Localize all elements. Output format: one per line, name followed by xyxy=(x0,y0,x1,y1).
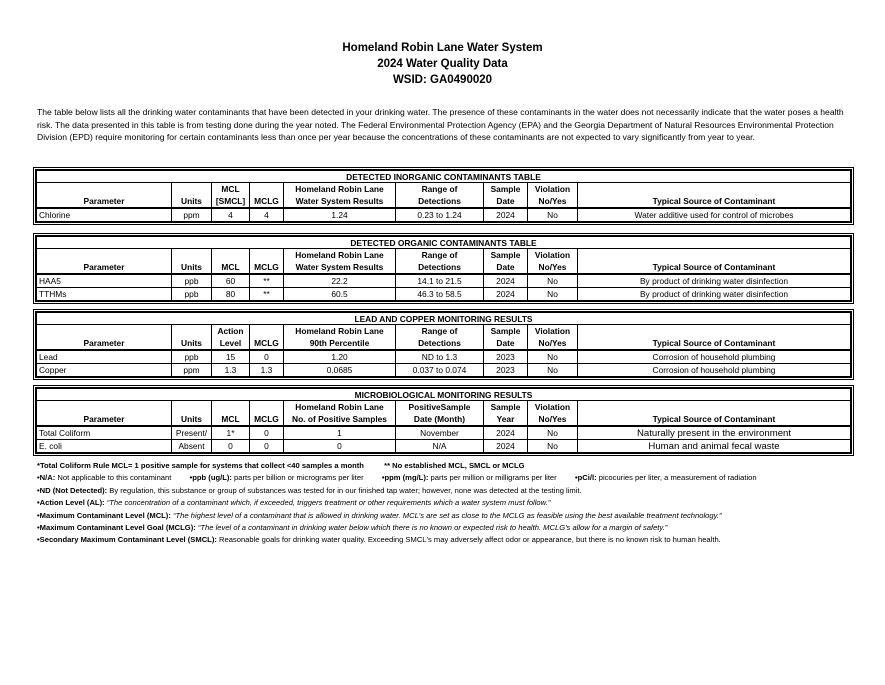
column-header-mclg: MCLG xyxy=(250,401,284,427)
column-header-units: Units xyxy=(172,249,212,275)
column-header-source: Typical Source of Contaminant xyxy=(578,325,851,351)
column-header-violation-top: Violation xyxy=(528,249,578,262)
column-header-sample-date-bottom: Year xyxy=(484,413,528,426)
column-header-mcl-top: MCL xyxy=(212,183,250,196)
cell-mclg: 4 xyxy=(250,208,284,222)
cell-units: ppb xyxy=(172,274,212,288)
cell-mcl: 60 xyxy=(212,274,250,288)
ppb-text: parts per billion or micrograms per liter xyxy=(234,473,364,483)
cell-violation: No xyxy=(528,274,578,288)
table-row xyxy=(37,208,851,222)
column-header-results-bottom: 90th Percentile xyxy=(284,337,396,350)
cell-mclg: 0 xyxy=(250,426,284,440)
footnote-row-2 xyxy=(37,472,849,484)
column-header-range-bottom: Detections xyxy=(396,337,484,350)
column-header-mcl: MCL xyxy=(212,401,250,427)
cell-mcl: 0 xyxy=(212,440,250,453)
column-header-parameter: Parameter xyxy=(37,183,172,209)
mclg-text: “The level of a contaminant in drinking water below which there is no known or expected risk to health. MCLG's allow for a margin of safety.” xyxy=(197,523,668,533)
cell-sample-date: 2024 xyxy=(484,288,528,301)
column-header-units: Units xyxy=(172,183,212,209)
cell-units: ppm xyxy=(172,364,212,377)
cell-parameter: E. coli xyxy=(37,440,172,453)
cell-parameter: Lead xyxy=(37,350,172,364)
footnote-mclg xyxy=(37,522,849,534)
column-header-source: Typical Source of Contaminant xyxy=(578,249,851,275)
cell-mclg: 1.3 xyxy=(250,364,284,377)
cell-results: 1 xyxy=(284,426,396,440)
cell-source: Naturally present in the environment xyxy=(578,426,851,440)
ppm-term: •ppm (mg/L): xyxy=(381,473,429,483)
cell-source: By product of drinking water disinfection xyxy=(578,274,851,288)
cell-sample-date: 2024 xyxy=(484,208,528,222)
pci-text: picocuries per liter, a measurement of radiation xyxy=(598,473,757,483)
column-header-range-bottom: Detections xyxy=(396,195,484,208)
table-row xyxy=(37,288,851,301)
column-header-results-bottom: Water System Results xyxy=(284,195,396,208)
cell-units: ppb xyxy=(172,350,212,364)
cell-range: 0.037 to 0.074 xyxy=(396,364,484,377)
smcl-text: Reasonable goals for drinking water quality. Exceeding SMCL's may adversely affect odor or appearance, but there is no known risk to human health. xyxy=(219,535,721,545)
cell-results: 60.5 xyxy=(284,288,396,301)
cell-sample-date: 2024 xyxy=(484,426,528,440)
column-header-mclg: MCLG xyxy=(250,183,284,209)
cell-results: 1.20 xyxy=(284,350,396,364)
table-title: MICROBIOLOGICAL MONITORING RESULTS xyxy=(37,389,851,401)
report-subtitle: 2024 Water Quality Data xyxy=(377,58,508,70)
cell-mclg: 0 xyxy=(250,350,284,364)
cell-units: ppb xyxy=(172,288,212,301)
column-header-violation-bottom: No/Yes xyxy=(528,337,578,350)
cell-parameter: Total Coliform xyxy=(37,426,172,440)
column-header-units: Units xyxy=(172,401,212,427)
cell-violation: No xyxy=(528,350,578,364)
intro-paragraph: The table below lists all the drinking water contaminants that have been detected in your drinking water. The presence of these contaminants in the water does not necessarily indicate that the water poses a health risk. The data presented in this table is from testing done during the year noted. The Federal Environmental Protection Agency (EPA) and the Georgia Department of Natural Resources Environmental Protection Division (EPD) require monitoring for certain contaminants less than once per year because the concentrations of these contaminants are not expected to vary significantly from year to year. xyxy=(37,107,844,143)
pci-term: •pCi/l: xyxy=(574,473,597,483)
column-header-range-top: Range of xyxy=(396,249,484,262)
column-header-violation-top: Violation xyxy=(528,325,578,338)
no-mcl-note: ** No established MCL, SMCL or MCLG xyxy=(384,461,525,470)
cell-sample-date: 2024 xyxy=(484,440,528,453)
cell-violation: No xyxy=(528,288,578,301)
column-header-sample-date-bottom: Date xyxy=(484,195,528,208)
table-row xyxy=(37,440,851,453)
cell-source: Corrosion of household plumbing xyxy=(578,350,851,364)
cell-source: Water additive used for control of microbes xyxy=(578,208,851,222)
column-header-range-top: PositiveSample xyxy=(396,401,484,414)
wsid-label: WSID: GA0490020 xyxy=(392,74,493,86)
contaminant-table xyxy=(36,388,851,453)
table-row xyxy=(37,350,851,364)
footnote-mcl xyxy=(37,510,849,522)
column-header-violation-bottom: No/Yes xyxy=(528,413,578,426)
cell-parameter: Chlorine xyxy=(37,208,172,222)
cell-range: 0.23 to 1.24 xyxy=(396,208,484,222)
column-header-sample-date-top: Sample xyxy=(484,325,528,338)
column-header-sample-date-top: Sample xyxy=(484,401,528,414)
column-header-range-bottom: Date (Month) xyxy=(396,413,484,426)
cell-units: Present/ xyxy=(172,426,212,440)
column-header-mclg: MCLG xyxy=(250,325,284,351)
microbiological-table xyxy=(33,385,854,456)
cell-mclg: ** xyxy=(250,274,284,288)
column-header-range-top: Range of xyxy=(396,183,484,196)
column-header-source: Typical Source of Contaminant xyxy=(578,183,851,209)
column-header-results-top: Homeland Robin Lane xyxy=(284,401,396,414)
na-text: Not applicable to this contaminant xyxy=(57,473,172,483)
cell-parameter: Copper xyxy=(37,364,172,377)
inorganic-contaminants-table xyxy=(33,167,854,225)
cell-sample-date: 2023 xyxy=(484,350,528,364)
column-header-violation-top: Violation xyxy=(528,183,578,196)
column-header-mcl: MCL xyxy=(212,249,250,275)
cell-violation: No xyxy=(528,364,578,377)
coliform-rule-note: *Total Coliform Rule MCL= 1 positive sample for systems that collect <40 samples a month xyxy=(37,461,364,470)
footnote-al xyxy=(37,497,849,509)
organic-contaminants-table xyxy=(33,233,854,304)
cell-parameter: HAA5 xyxy=(37,274,172,288)
cell-range: ND to 1.3 xyxy=(396,350,484,364)
cell-source: By product of drinking water disinfection xyxy=(578,288,851,301)
smcl-term: •Secondary Maximum Contaminant Level (SMCL): xyxy=(37,535,217,545)
column-header-range-top: Range of xyxy=(396,325,484,338)
cell-mclg: ** xyxy=(250,288,284,301)
cell-range: 46.3 to 58.5 xyxy=(396,288,484,301)
column-header-sample-date-top: Sample xyxy=(484,249,528,262)
column-header-mcl-bottom: Level xyxy=(212,337,250,350)
al-term: •Action Level (AL): xyxy=(37,498,105,508)
cell-range: 14.1 to 21.5 xyxy=(396,274,484,288)
cell-violation: No xyxy=(528,208,578,222)
cell-mcl: 15 xyxy=(212,350,250,364)
contaminant-table xyxy=(36,236,851,301)
nd-term: •ND (Not Detected): xyxy=(37,485,108,495)
table-row xyxy=(37,274,851,288)
report-title: Homeland Robin Lane Water System xyxy=(342,42,543,54)
na-term: •N/A: xyxy=(37,473,56,483)
nd-text: By regulation, this substance or group of substances was tested for in our finished tap water; however, none was detected at the testing limit. xyxy=(109,485,582,495)
cell-mcl: 4 xyxy=(212,208,250,222)
cell-mcl: 1.3 xyxy=(212,364,250,377)
cell-violation: No xyxy=(528,440,578,453)
column-header-sample-date-bottom: Date xyxy=(484,337,528,350)
footnote-nd xyxy=(37,485,849,497)
lead-copper-table xyxy=(33,309,854,380)
mclg-term: •Maximum Contaminant Level Goal (MCLG): xyxy=(37,523,196,533)
mcl-text: “The highest level of a contaminant that is allowed in drinking water. MCL's are set as close to the MCLG as feasible using the best available treatment technology.” xyxy=(173,510,722,520)
footnotes xyxy=(37,460,849,547)
table-title: DETECTED INORGANIC CONTAMINANTS TABLE xyxy=(37,171,851,183)
column-header-parameter: Parameter xyxy=(37,325,172,351)
cell-violation: No xyxy=(528,426,578,440)
column-header-results-top: Homeland Robin Lane xyxy=(284,325,396,338)
cell-parameter: TTHMs xyxy=(37,288,172,301)
cell-sample-date: 2023 xyxy=(484,364,528,377)
ppm-text: parts per million or milligrams per liter xyxy=(430,473,557,483)
column-header-results-bottom: No. of Positive Samples xyxy=(284,413,396,426)
cell-mcl: 80 xyxy=(212,288,250,301)
column-header-range-bottom: Detections xyxy=(396,261,484,274)
cell-results: 0.0685 xyxy=(284,364,396,377)
cell-units: ppm xyxy=(172,208,212,222)
column-header-source: Typical Source of Contaminant xyxy=(578,401,851,427)
column-header-sample-date-bottom: Date xyxy=(484,261,528,274)
cell-results: 0 xyxy=(284,440,396,453)
footnote-smcl xyxy=(37,534,849,546)
cell-results: 22.2 xyxy=(284,274,396,288)
cell-results: 1.24 xyxy=(284,208,396,222)
cell-units: Absent xyxy=(172,440,212,453)
cell-range: N/A xyxy=(396,440,484,453)
table-row xyxy=(37,426,851,440)
ppb-term: •ppb (ug/L): xyxy=(189,473,232,483)
contaminant-table xyxy=(36,170,851,222)
column-header-mclg: MCLG xyxy=(250,249,284,275)
cell-source: Human and animal fecal waste xyxy=(578,440,851,453)
column-header-results-top: Homeland Robin Lane xyxy=(284,183,396,196)
column-header-results-bottom: Water System Results xyxy=(284,261,396,274)
column-header-results-top: Homeland Robin Lane xyxy=(284,249,396,262)
cell-source: Corrosion of household plumbing xyxy=(578,364,851,377)
column-header-violation-bottom: No/Yes xyxy=(528,261,578,274)
column-header-parameter: Parameter xyxy=(37,401,172,427)
contaminant-table xyxy=(36,312,851,377)
cell-range: November xyxy=(396,426,484,440)
column-header-units: Units xyxy=(172,325,212,351)
cell-sample-date: 2024 xyxy=(484,274,528,288)
column-header-mcl-top: Action xyxy=(212,325,250,338)
column-header-parameter: Parameter xyxy=(37,249,172,275)
cell-mclg: 0 xyxy=(250,440,284,453)
table-title: DETECTED ORGANIC CONTAMINANTS TABLE xyxy=(37,237,851,249)
al-text: “The concentration of a contaminant which, if exceeded, triggers treatment or other requirements which a water system must follow.” xyxy=(106,498,551,508)
footnote-row-1 xyxy=(37,460,849,472)
table-row xyxy=(37,364,851,377)
mcl-term: •Maximum Contaminant Level (MCL): xyxy=(37,510,171,520)
column-header-violation-bottom: No/Yes xyxy=(528,195,578,208)
table-title: LEAD AND COPPER MONITORING RESULTS xyxy=(37,313,851,325)
cell-mcl: 1* xyxy=(212,426,250,440)
column-header-violation-top: Violation xyxy=(528,401,578,414)
column-header-mcl-bottom: [SMCL] xyxy=(212,195,250,208)
column-header-sample-date-top: Sample xyxy=(484,183,528,196)
